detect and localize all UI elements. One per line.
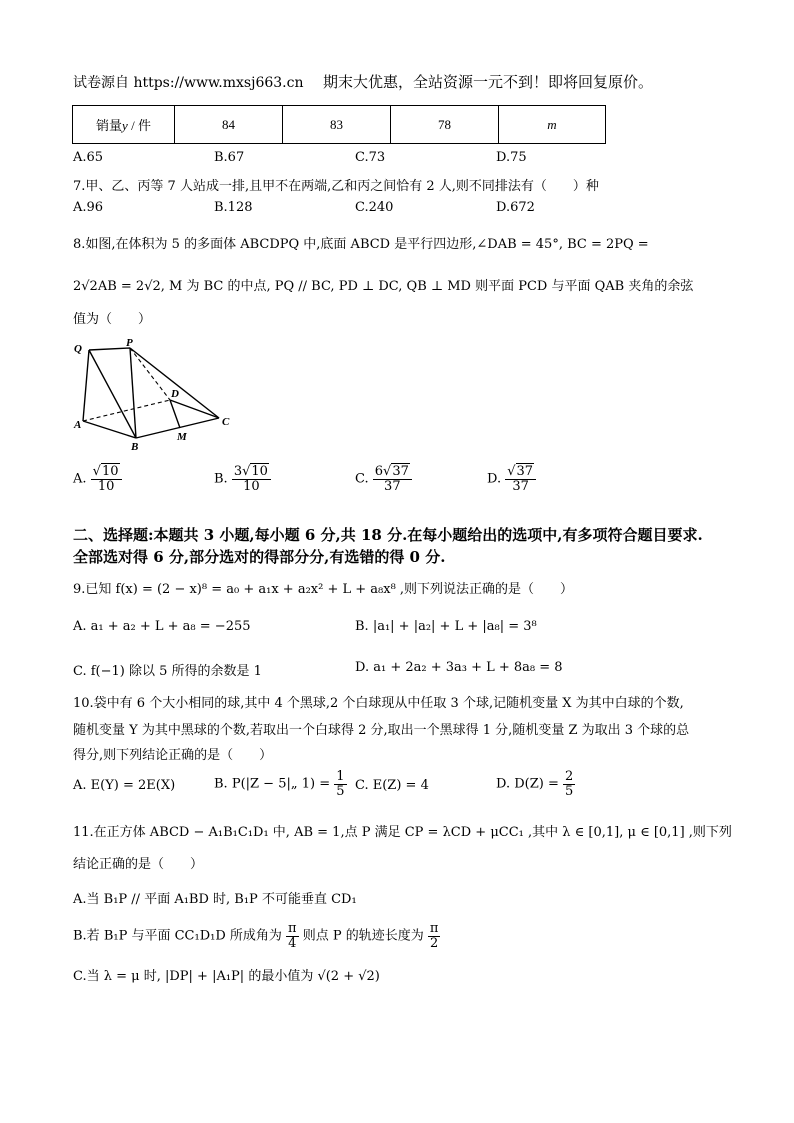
q9-option-c: C. f(−1) 除以 5 所得的余数是 1: [73, 664, 262, 679]
q10-option-a: A. E(Y) = 2E(X): [73, 778, 176, 793]
q8-stem-line3: 值为（ ）: [73, 312, 152, 327]
q11-option-c: C.当 λ = μ 时, |DP| + |A₁P| 的最小值为 √(2 + √2): [73, 969, 380, 984]
q8-option-d: D. $\frac{√37}{37}$: [487, 465, 536, 493]
promo-note: 期末大优惠，全站资源一元不到！即将回复原价。: [323, 73, 654, 91]
q9-option-a: A. a₁ + a₂ + L + a₈ = −255: [73, 619, 251, 634]
q11-stem-line1: 11.在正方体 ABCD − A₁B₁C₁D₁ 中, AB = 1,点 P 满足 CP = λCD + μCC₁ ,其中 λ ∈ [0,1], μ ∈ [0,1] ,则下列: [73, 825, 732, 840]
sales-table: [72, 105, 606, 144]
q10-stem-line1: 10.袋中有 6 个大小相同的球,其中 4 个黑球,2 个白球现从中任取 3 个球,记随机变量 X 为其中白球的个数,: [73, 696, 684, 711]
vertex-label-a: A: [74, 419, 82, 431]
table-cell: 84: [175, 106, 283, 144]
q7-option-c: C.240: [355, 200, 394, 215]
q7-option-d: D.672: [496, 200, 535, 215]
vertex-label-b: B: [131, 441, 139, 453]
table-cell: 78: [391, 106, 499, 144]
q10-stem-line2: 随机变量 Y 为其中黑球的个数,若取出一个白球得 2 分,取出一个黑球得 1 分,随机变量 Z 为取出 3 个球的总: [73, 723, 690, 738]
vertex-label-q: Q: [74, 343, 82, 355]
q10-option-b: B. P(|Z − 5|„ 1) = $\frac{1}{5}$: [214, 769, 345, 799]
vertex-label-c: C: [222, 416, 230, 428]
source-note: 试卷源自 https://www.mxsj663.cn: [73, 75, 304, 91]
table-cell: m: [499, 106, 606, 144]
q11-option-a: A.当 B₁P // 平面 A₁BD 时, B₁P 不可能垂直 CD₁: [73, 892, 357, 907]
q11-option-b: B.若 B₁P 与平面 CC₁D₁D 所成角为 $\frac{\pi}{4}$ 则点 P 的轨迹长度为 $\frac{\pi}{2}$: [73, 921, 439, 951]
q9-stem: 9.已知 f(x) = (2 − x)⁸ = a₀ + a₁x + a₂x² + L + a₈x⁸ ,则下列说法正确的是（ ）: [73, 582, 574, 597]
q8-stem-line2: 2√2AB = 2√2, M 为 BC 的中点, PQ // BC, PD ⊥ DC, QB ⊥ MD 则平面 PCD 与平面 QAB 夹角的余弦: [73, 279, 694, 294]
q8-option-b: B. $\frac{3√10}{10}$: [214, 465, 271, 493]
section2-heading-line1: 二、选择题:本题共 3 小题,每小题 6 分,共 18 分.在每小题给出的选项中,有多项符合题目要求.: [73, 526, 703, 544]
table-cell: 83: [283, 106, 391, 144]
q6-option-c: C.73: [355, 150, 386, 165]
q9-option-d: D. a₁ + 2a₂ + 3a₃ + L + 8a₈ = 8: [355, 660, 563, 675]
polyhedron-figure: [70, 338, 250, 456]
q6-option-a: A.65: [73, 150, 104, 165]
table-row: [73, 106, 606, 144]
q7-option-b: B.128: [214, 200, 253, 215]
q10-option-c: C. E(Z) = 4: [355, 778, 429, 793]
q8-option-a: A. $\frac{√10}{10}$: [73, 465, 122, 493]
vertex-label-m: M: [177, 431, 187, 443]
q8-stem-line1: 8.如图,在体积为 5 的多面体 ABCDPQ 中,底面 ABCD 是平行四边形,∠DAB = 45°, BC = 2PQ =: [73, 237, 649, 252]
q8-option-c: C. $\frac{6√37}{37}$: [355, 465, 412, 493]
section2-heading-line2: 全部选对得 6 分,部分选对的得部分分,有选错的得 0 分.: [73, 548, 446, 566]
q7-stem: 7.甲、乙、丙等 7 人站成一排,且甲不在两端,乙和丙之间恰有 2 人,则不同排法有（ ）种: [73, 179, 599, 194]
vertex-label-p: P: [126, 338, 133, 349]
q6-option-d: D.75: [496, 150, 527, 165]
q10-option-d: D. D(Z) = $\frac{2}{5}$: [496, 769, 574, 799]
q11-stem-line2: 结论正确的是（ ）: [73, 857, 204, 872]
q7-option-a: A.96: [73, 200, 104, 215]
q6-option-b: B.67: [214, 150, 245, 165]
q9-option-b: B. |a₁| + |a₂| + L + |a₈| = 3⁸: [355, 619, 537, 634]
vertex-label-d: D: [171, 388, 179, 400]
q10-stem-line3: 得分,则下列结论正确的是（ ）: [73, 748, 273, 763]
table-header-cell: 销量y / 件: [73, 106, 175, 144]
